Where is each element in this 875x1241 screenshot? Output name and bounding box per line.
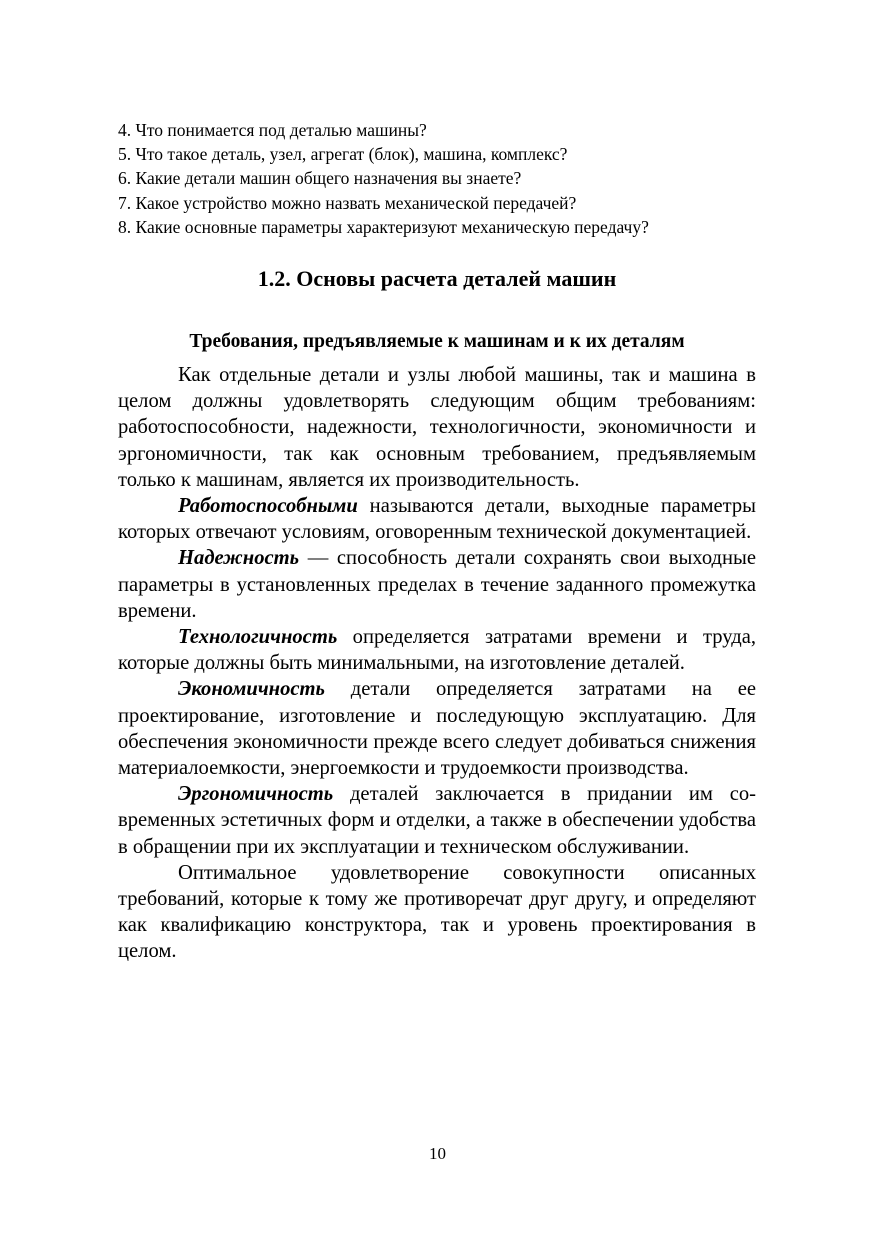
body-text: [118, 362, 756, 965]
paragraph-workability: [118, 493, 756, 545]
question-item: 5. Что такое деталь, узел, агрегат (блок), машина, комплекс?: [118, 144, 568, 165]
question-item: 6. Какие детали машин общего назначения вы знаете?: [118, 168, 522, 189]
paragraph-text: определяется затратами времени и труда, которые должны быть минимальными, на изготовление деталей.: [118, 626, 756, 675]
paragraph-text: детали определяется затратами на ее проектирование, изготовление и последующую эксплуатацию. Для обеспечения экономичности прежде всего следует добиваться снижения материалоемкости, энергоемкости и трудоемкости производства.: [118, 678, 756, 780]
paragraph-conclusion: Оптимальное удовлетворение совокупности описанных требований, которые к тому же противоречат друг другу, и определяют как квалификацию конструктора, так и уровень проектирования в целом.: [118, 861, 756, 963]
section-title: 1.2. Основы расчета деталей машин: [257, 266, 617, 291]
question-item: 4. Что понимается под деталью машины?: [118, 120, 427, 140]
paragraph-intro: Как отдельные детали и узлы любой машины, так и машина в целом должны удовлетворять следующим общим требованиям: работоспособности, надежности, технологичности, экономичности и эргономичности, так как основным требованием, предъявляемым только к машинам, является их производительность.: [118, 364, 756, 491]
question-item: 8. Какие основные параметры характеризуют механическую передачу?: [118, 216, 649, 237]
term-workability: Работоспособными: [178, 495, 358, 518]
paragraph-text: деталей заключается в придании им современных эстетичных форм и отделки, а также в обеспечении удобства в обращении при их эксплуатации и техническом обслуживании.: [118, 783, 756, 858]
question-item: 7. Какое устройство можно назвать механической передачей?: [118, 192, 577, 213]
page-number: 10: [429, 1144, 446, 1163]
paragraph-economy: [118, 676, 756, 781]
paragraph-reliability: [118, 545, 756, 624]
paragraph-text: — способность детали сохранять свои выходные параметры в установленных пределах в течение заданного промежутка времени.: [118, 547, 756, 622]
term-manufacturability: Технологичность: [178, 626, 338, 649]
paragraph-manufacturability: [118, 624, 756, 676]
term-reliability: Надежность: [178, 547, 300, 570]
review-questions-list: [118, 118, 778, 239]
subsection-title: Требования, предъявляемые к машинам и к их деталям: [189, 331, 685, 352]
term-ergonomics: Эргономичность: [178, 783, 334, 806]
term-economy: Экономичность: [178, 678, 325, 701]
paragraph-ergonomics: [118, 781, 756, 860]
paragraph-text: называются детали, выходные параметры которых отвечают условиям, оговоренным технической документацией.: [118, 495, 756, 544]
